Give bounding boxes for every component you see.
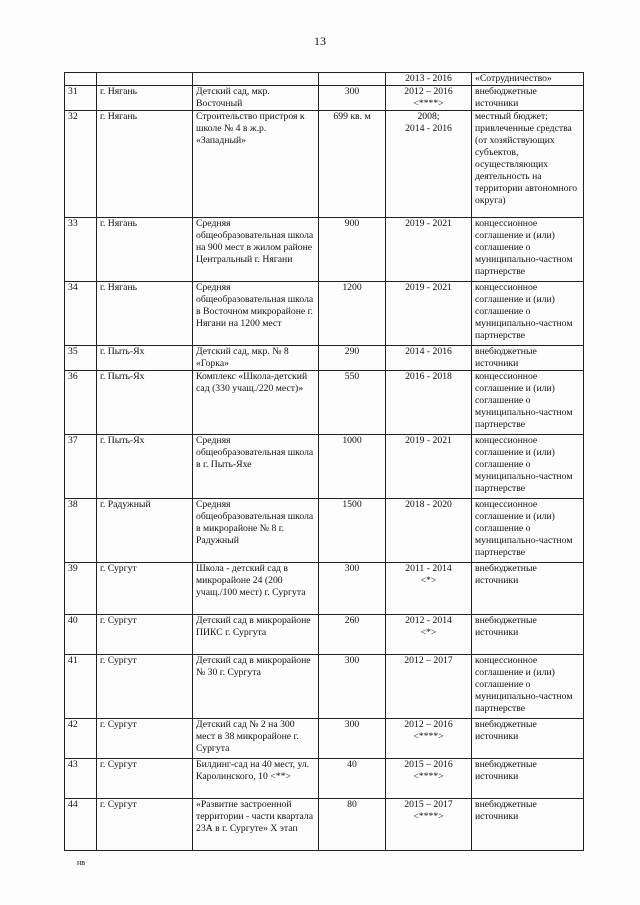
cell-funding: внебюджетные источники: [472, 799, 584, 851]
cell-years: 2019 - 2021: [386, 282, 472, 346]
cell-funding: внебюджетные источники: [472, 759, 584, 799]
cell-years: 2012 - 2014 <*>: [386, 615, 472, 655]
cell-funding: внебюджетные источники: [472, 86, 584, 111]
cell-funding: внебюджетные источники: [472, 563, 584, 615]
cell-years: 2018 - 2020: [386, 499, 472, 563]
cell-years: 2016 - 2018: [386, 371, 472, 435]
cell-years: 2012 – 2017: [386, 655, 472, 719]
cell-capacity: 300: [319, 655, 386, 719]
table-header-row: [65, 73, 584, 86]
cell-number: 35: [65, 346, 97, 371]
cell-capacity: 1200: [319, 282, 386, 346]
cell-object-name: Строительство пристроя к школе № 4 в ж.р. «Западный»: [193, 111, 319, 218]
cell-capacity: 300: [319, 563, 386, 615]
cell-city: г. Нягань: [97, 86, 193, 111]
table-row: [65, 86, 584, 111]
table-row: [65, 499, 584, 563]
cell-capacity: 40: [319, 759, 386, 799]
cell-object-name: Детский сад в микрорайоне ПИКС г. Сургута: [193, 615, 319, 655]
cell-number: 41: [65, 655, 97, 719]
cell-city: г. Пыть-Ях: [97, 435, 193, 499]
cell-funding: концессионное соглашение и (или) соглашение о муниципально-частном партнерстве: [472, 499, 584, 563]
table-row: [65, 799, 584, 851]
cell-funding: внебюджетные источники: [472, 719, 584, 759]
cell-city: г. Сургут: [97, 719, 193, 759]
table-row: [65, 282, 584, 346]
cell-object-name: Комплекс «Школа-детский сад (330 учащ./220 мест)»: [193, 371, 319, 435]
table-row: [65, 346, 584, 371]
cell-object-name: Билдинг-сад на 40 мест, ул. Каролинского, 10 <**>: [193, 759, 319, 799]
cell-number: 33: [65, 218, 97, 282]
cell-object-name: Средняя общеобразовательная школа в г. Пыть-Яхе: [193, 435, 319, 499]
cell-city: г. Сургут: [97, 615, 193, 655]
cell-city: г. Сургут: [97, 655, 193, 719]
cell-funding: концессионное соглашение и (или) соглашение о муниципально-частном партнерстве: [472, 371, 584, 435]
cell-city: г. Нягань: [97, 111, 193, 218]
table-row: [65, 655, 584, 719]
cell-object-name: Детский сад в микрорайоне № 30 г. Сургута: [193, 655, 319, 719]
cell-object-name: Школа - детский сад в микрорайоне 24 (200 учащ./100 мест) г. Сургута: [193, 563, 319, 615]
cell-object-name: Детский сад, мкр. Восточный: [193, 86, 319, 111]
cell-funding: внебюджетные источники: [472, 346, 584, 371]
cell-capacity: 260: [319, 615, 386, 655]
cell-years: 2011 - 2014 <*>: [386, 563, 472, 615]
table-row: [65, 563, 584, 615]
header-cell-years: 2013 - 2016: [386, 73, 472, 86]
cell-number: 38: [65, 499, 97, 563]
cell-capacity: 550: [319, 371, 386, 435]
cell-object-name: Средняя общеобразовательная школа на 900 мест в жилом районе Центральный г. Нягани: [193, 218, 319, 282]
cell-funding: концессионное соглашение и (или) соглашение о муниципально-частном партнерстве: [472, 282, 584, 346]
cell-city: г. Нягань: [97, 282, 193, 346]
cell-city: г. Сургут: [97, 563, 193, 615]
cell-object-name: Средняя общеобразовательная школа в Восточном микрорайоне г. Нягани на 1200 мест: [193, 282, 319, 346]
header-cell-capacity: [319, 73, 386, 86]
header-cell-name: [193, 73, 319, 86]
cell-capacity: 1000: [319, 435, 386, 499]
cell-funding: концессионное соглашение и (или) соглашение о муниципально-частном партнерстве: [472, 218, 584, 282]
table-row: [65, 615, 584, 655]
cell-number: 36: [65, 371, 97, 435]
cell-number: 43: [65, 759, 97, 799]
table-row: [65, 371, 584, 435]
table-row: [65, 719, 584, 759]
page-number: 13: [314, 34, 326, 48]
cell-number: 31: [65, 86, 97, 111]
cell-object-name: Средняя общеобразовательная школа в микрорайоне № 8 г. Радужный: [193, 499, 319, 563]
table-row: [65, 435, 584, 499]
cell-number: 37: [65, 435, 97, 499]
cell-city: г. Сургут: [97, 799, 193, 851]
cell-years: 2015 – 2016 <****>: [386, 759, 472, 799]
construction-table-body: [65, 73, 584, 851]
cell-city: г. Пыть-Ях: [97, 346, 193, 371]
cell-number: 32: [65, 111, 97, 218]
table-row: [65, 759, 584, 799]
header-cell-city: [97, 73, 193, 86]
cell-number: 44: [65, 799, 97, 851]
cell-number: 42: [65, 719, 97, 759]
cell-years: 2019 - 2021: [386, 435, 472, 499]
cell-funding: концессионное соглашение и (или) соглашение о муниципально-частном партнерстве: [472, 435, 584, 499]
table-row: [65, 218, 584, 282]
cell-city: г. Радужный: [97, 499, 193, 563]
cell-funding: концессионное соглашение и (или) соглашение о муниципально-частном партнерстве: [472, 655, 584, 719]
cell-capacity: 80: [319, 799, 386, 851]
cell-years: 2008; 2014 - 2016: [386, 111, 472, 218]
cell-capacity: 290: [319, 346, 386, 371]
cell-object-name: Детский сад № 2 на 300 мест в 38 микрорайоне г. Сургута: [193, 719, 319, 759]
cell-object-name: Детский сад, мкр. № 8 «Горка»: [193, 346, 319, 371]
footer-code: нв: [77, 858, 86, 867]
cell-funding: внебюджетные источники: [472, 615, 584, 655]
cell-capacity: 300: [319, 86, 386, 111]
cell-capacity: 1500: [319, 499, 386, 563]
cell-capacity: 699 кв. м: [319, 111, 386, 218]
header-cell-num: [65, 73, 97, 86]
table-row: [65, 111, 584, 218]
cell-city: г. Нягань: [97, 218, 193, 282]
construction-table: [64, 72, 584, 851]
cell-capacity: 300: [319, 719, 386, 759]
cell-number: 40: [65, 615, 97, 655]
cell-capacity: 900: [319, 218, 386, 282]
cell-years: 2012 – 2016 <****>: [386, 86, 472, 111]
cell-city: г. Сургут: [97, 759, 193, 799]
cell-years: 2012 – 2016 <****>: [386, 719, 472, 759]
cell-number: 34: [65, 282, 97, 346]
cell-years: 2014 - 2016: [386, 346, 472, 371]
cell-city: г. Пыть-Ях: [97, 371, 193, 435]
cell-years: 2015 – 2017 <****>: [386, 799, 472, 851]
cell-years: 2019 - 2021: [386, 218, 472, 282]
cell-number: 39: [65, 563, 97, 615]
cell-object-name: «Развитие застроенной территории - части квартала 23А в г. Сургуте» X этап: [193, 799, 319, 851]
cell-funding: местный бюджет; привлеченные средства (от хозяйствующих субъектов, осуществляющих деятельность на территории автономного округа): [472, 111, 584, 218]
header-cell-funding: «Сотрудничество»: [472, 73, 584, 86]
